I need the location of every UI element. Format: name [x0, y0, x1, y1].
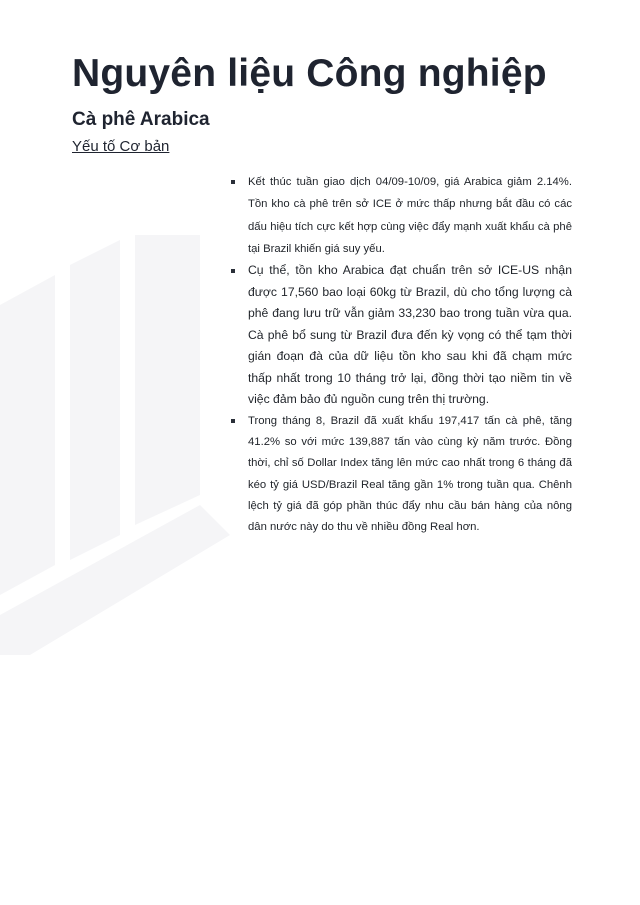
- bullet-item: [230, 171, 572, 260]
- bullet-text: Kết thúc tuần giao dịch 04/09-10/09, giá Arabica giảm 2.14%. Tồn kho cà phê trên sở ICE ở mức thấp nhưng bắt đầu có các dấu hiệu tích cực kết hợp cùng việc đẩy mạnh xuất khẩu cà phê tại Brazil khiến giá suy yếu.: [248, 176, 572, 255]
- bullet-text: Trong tháng 8, Brazil đã xuất khẩu 197,417 tấn cà phê, tăng 41.2% so với mức 139,887 tấn vào cùng kỳ năm trước. Đồng thời, chỉ số Dollar Index tăng lên mức cao nhất trong 6 tháng đã kéo tỷ giá USD/Brazil Real tăng gần 1% trong tuần qua. Chênh lệch tỷ giá đã góp phần thúc đẩy nhu cầu bán hàng của nông dân nước này do thu về nhiều đồng Real hơn.: [248, 414, 572, 534]
- section-subtitle: Cà phê Arabica: [72, 109, 210, 130]
- bullet-item: [230, 260, 572, 411]
- background-watermark: [0, 235, 230, 655]
- bullet-item: [230, 411, 572, 539]
- bullet-text: Cụ thể, tồn kho Arabica đạt chuẩn trên sở ICE-US nhận được 17,560 bao loại 60kg từ Brazil, dù cho tổng lượng cà phê đang lưu trữ vẫn giảm 33,230 bao trong tuần vừa qua. Cà phê bổ sung từ Brazil đưa đến kỳ vọng có thể tạm thời gián đoạn đà của dữ liệu tồn kho sau khi đã chạm mức thấp nhất trong 10 tháng trở lại, đồng thời tạo niềm tin về việc đảm bảo đủ nguồn cung trên thị trường.: [248, 263, 572, 407]
- fundamentals-link[interactable]: Yếu tố Cơ bản: [72, 138, 170, 155]
- bullet-list: [230, 171, 572, 538]
- page-title: Nguyên liệu Công nghiệp: [72, 52, 547, 95]
